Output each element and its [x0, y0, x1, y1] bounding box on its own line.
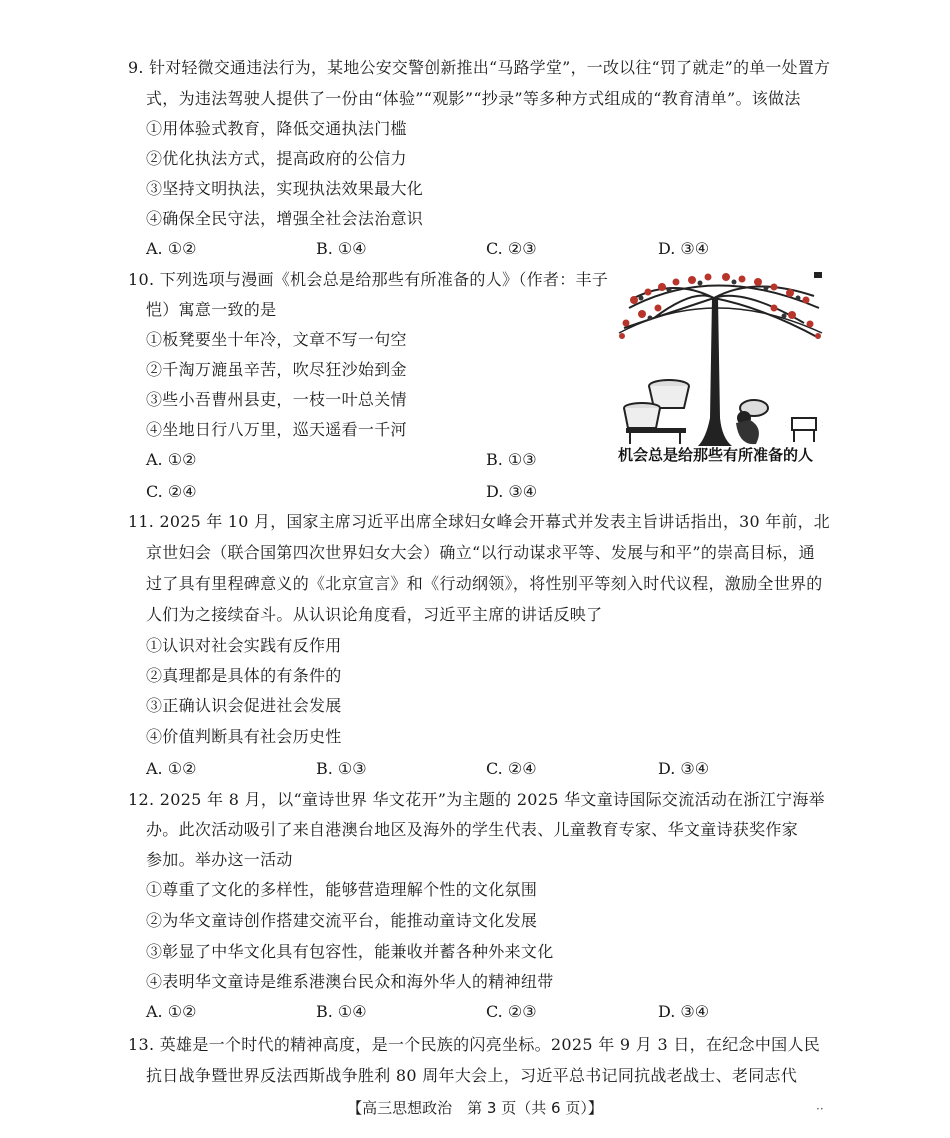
- q10-stem-line-1: 10. 下列选项与漫画《机会总是给那些有所准备的人》（作者：丰子: [128, 270, 609, 289]
- q12-option-a: A. ①②: [146, 1002, 197, 1021]
- q10-stem-line-2: 恺）寓意一致的是: [146, 300, 277, 319]
- q12-item-3: ③彰显了中华文化具有包容性，能兼收并蓄各种外来文化: [146, 942, 554, 961]
- q11-option-c: C. ②④: [486, 759, 537, 778]
- q11-option-a: A. ①②: [146, 759, 197, 778]
- q9-item-3: ③坚持文明执法，实现执法效果最大化: [146, 179, 424, 198]
- q12-stem-line-3: 参加。举办这一活动: [146, 850, 293, 869]
- q11-stem-line-1: 11. 2025 年 10 月，国家主席习近平出席全球妇女峰会开幕式并发表主旨讲话指出，30 年前，北: [128, 512, 830, 531]
- q9-option-d: D. ③④: [658, 239, 710, 258]
- cartoon-image: [614, 268, 826, 466]
- q11-item-3: ③正确认识会促进社会发展: [146, 696, 342, 715]
- q9-stem-line-1: 9. 针对轻微交通违法行为，某地公安交警创新推出“马路学堂”，一改以往“罚了就走”的单一处置方: [128, 58, 831, 77]
- q9-option-c: C. ②③: [486, 239, 537, 258]
- q12-option-d: D. ③④: [658, 1002, 710, 1021]
- q10-option-d: D. ③④: [486, 482, 538, 501]
- q10-option-a: A. ①②: [146, 450, 197, 469]
- q12-item-1: ①尊重了文化的多样性，能够营造理解个性的文化氛围: [146, 880, 538, 899]
- page-footer: 【高三思想政治 第 3 页（共 6 页）】: [347, 1099, 603, 1117]
- q9-option-b: B. ①④: [316, 239, 367, 258]
- q12-option-c: C. ②③: [486, 1002, 537, 1021]
- q12-item-4: ④表明华文童诗是维系港澳台民众和海外华人的精神纽带: [146, 972, 554, 991]
- q10-item-2: ②千淘万漉虽辛苦，吹尽狂沙始到金: [146, 360, 407, 379]
- q11-stem-line-4: 人们为之接续奋斗。从认识论角度看，习近平主席的讲话反映了: [146, 605, 603, 624]
- q13-stem-line-2: 抗日战争暨世界反法西斯战争胜利 80 周年大会上，习近平总书记同抗战老战士、老同志代: [146, 1066, 798, 1085]
- q10-item-3: ③些小吾曹州县吏，一枝一叶总关情: [146, 390, 407, 409]
- q9-item-2: ②优化执法方式，提高政府的公信力: [146, 149, 407, 168]
- q11-option-b: B. ①③: [316, 759, 367, 778]
- q9-item-1: ①用体验式教育，降低交通执法门槛: [146, 119, 407, 138]
- q10-item-4: ④坐地日行八万里，巡天遥看一千河: [146, 420, 407, 439]
- q9-stem-line-2: 式，为违法驾驶人提供了一份由“体验”“观影”“抄录”等多种方式组成的“教育清单”。该做法: [146, 89, 801, 108]
- q11-stem-line-3: 过了具有里程碑意义的《北京宣言》和《行动纲领》，将性别平等刻入时代议程，激励全世界的: [146, 574, 823, 593]
- corner-mark: ··: [816, 1102, 824, 1116]
- q9-option-a: A. ①②: [146, 239, 197, 258]
- q13-stem-line-1: 13. 英雄是一个时代的精神高度，是一个民族的闪亮坐标。2025 年 9 月 3 日，在纪念中国人民: [128, 1035, 821, 1054]
- q12-option-b: B. ①④: [316, 1002, 367, 1021]
- q12-stem-line-2: 办。此次活动吸引了来自港澳台地区及海外的学生代表、儿童教育专家、华文童诗获奖作家: [146, 820, 799, 839]
- q11-item-1: ①认识对社会实践有反作用: [146, 636, 342, 655]
- q10-option-c: C. ②④: [146, 482, 197, 501]
- q11-item-2: ②真理都是具体的有条件的: [146, 666, 342, 685]
- q11-option-d: D. ③④: [658, 759, 710, 778]
- q10-item-1: ①板凳要坐十年冷，文章不写一句空: [146, 330, 407, 349]
- q11-stem-line-2: 京世妇会（联合国第四次世界妇女大会）确立“以行动谋求平等、发展与和平”的崇高目标，通: [146, 543, 815, 562]
- q12-stem-line-1: 12. 2025 年 8 月，以“童诗世界 华文花开”为主题的 2025 华文童诗国际交流活动在浙江宁海举: [128, 790, 825, 809]
- q9-item-4: ④确保全民守法，增强全社会法治意识: [146, 209, 424, 228]
- q12-item-2: ②为华文童诗创作搭建交流平台，能推动童诗文化发展: [146, 911, 538, 930]
- q11-item-4: ④价值判断具有社会历史性: [146, 727, 342, 746]
- cartoon-caption: 机会总是给那些有所准备的人: [618, 446, 814, 464]
- q10-option-b: B. ①③: [486, 450, 537, 469]
